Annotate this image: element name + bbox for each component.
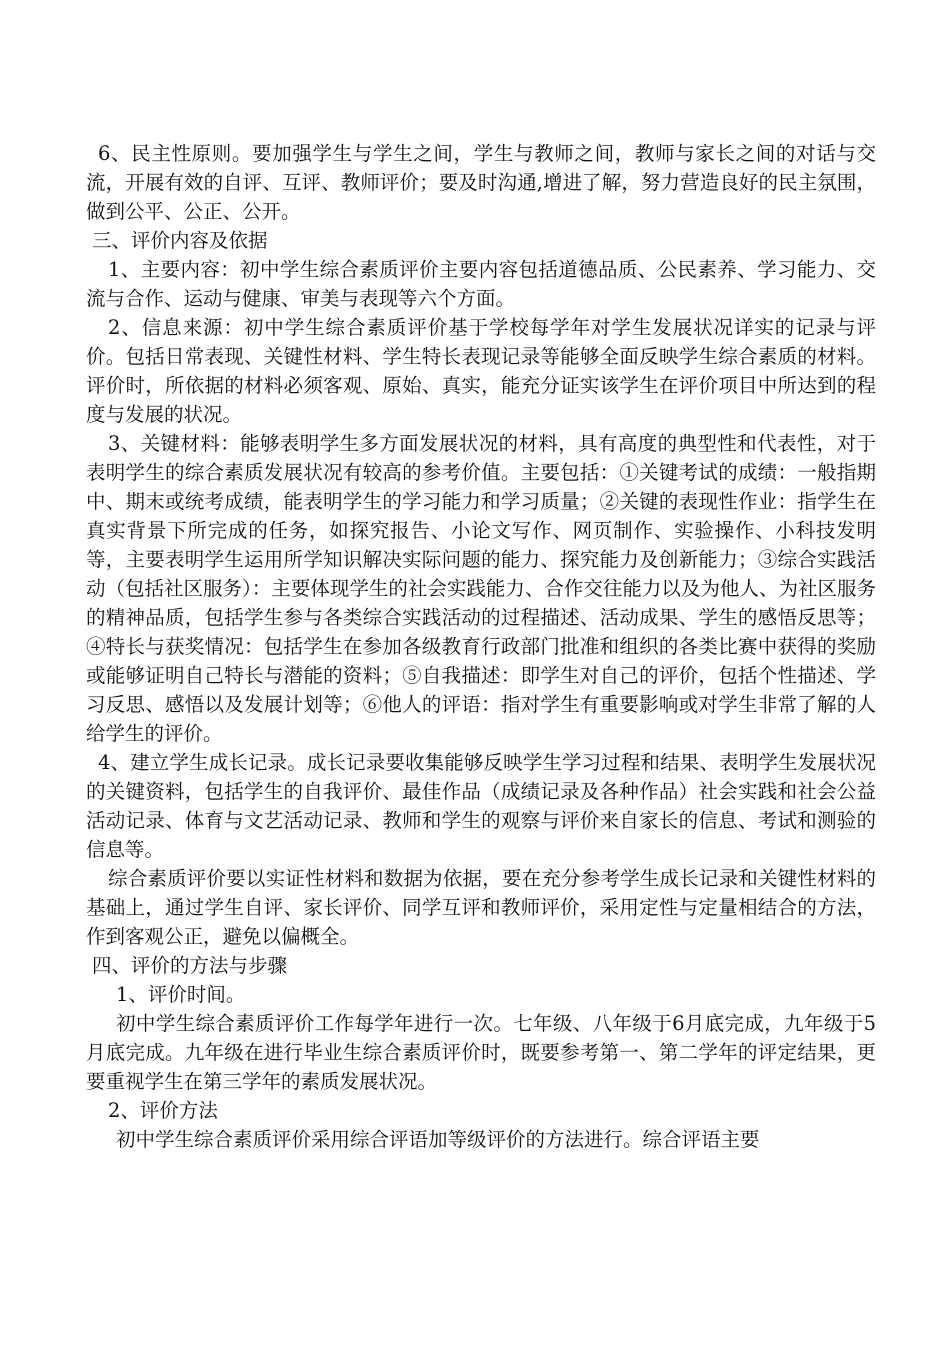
section-3-heading: 三、评价内容及依据 <box>92 229 268 252</box>
growth-record-paragraph: 4、建立学生成长记录。成长记录要收集能够反映学生学习过程和结果、表明学生发展状况的关键资料，包括学生的自我评价、最佳作品（成绩记录及各种作品）社会实践和社会公益活动记录、体育与文艺活动记录、教师和学生的观察与评价来自家长的信息、考试和测验的信息等。 <box>86 751 876 861</box>
evaluation-time-paragraph: 初中学生综合素质评价工作每学年进行一次。七年级、八年级于6月底完成，九年级于5月底完成。九年级在进行毕业生综合素质评价时，既要参考第一、第二学年的评定结果，更要重视学生在第三学年的素质发展状况。 <box>86 1012 876 1093</box>
document-body <box>86 139 876 1154</box>
main-content-paragraph: 1、主要内容：初中学生综合素质评价主要内容包括道德品质、公民素养、学习能力、交流与合作、运动与健康、审美与表现等六个方面。 <box>86 258 876 310</box>
info-source-paragraph: 2、信息来源：初中学生综合素质评价基于学校每学年对学生发展状况详实的记录与评价。包括日常表现、关键性材料、学生特长表现记录等能够全面反映学生综合素质的材料。评价时，所依据的材料必须客观、原始、真实，能充分证实该学生在评价项目中所达到的程度与发展的状况。 <box>86 316 876 426</box>
evaluation-time-subheading: 1、评价时间。 <box>116 983 246 1006</box>
principle-6-paragraph: 6、民主性原则。要加强学生与学生之间，学生与教师之间，教师与家长之间的对话与交流，开展有效的自评、互评、教师评价；要及时沟通,增进了解，努力营造良好的民主氛围，做到公平、公正、公开。 <box>86 142 876 223</box>
evaluation-method-paragraph: 初中学生综合素质评价采用综合评语加等级评价的方法进行。综合评语主要 <box>116 1128 760 1151</box>
evaluation-basis-paragraph: 综合素质评价要以实证性材料和数据为依据，要在充分参考学生成长记录和关键性材料的基础上，通过学生自评、家长评价、同学互评和教师评价，采用定性与定量相结合的方法，作到客观公正，避免以偏概全。 <box>86 867 876 948</box>
key-materials-paragraph: 3、关键材料：能够表明学生多方面发展状况的材料，具有高度的典型性和代表性，对于表明学生的综合素质发展状况有较高的参考价值。主要包括：①关键考试的成绩：一般指期中、期末或统考成绩，能表明学生的学习能力和学习质量；②关键的表现性作业：指学生在真实背景下所完成的任务，如探究报告、小论文写作、网页制作、实验操作、小科技发明等，主要表明学生运用所学知识解决实际问题的能力、探究能力及创新能力；③综合实践活动（包括社区服务）：主要体现学生的社会实践能力、合作交往能力以及为他人、为社区服务的精神品质，包括学生参与各类综合实践活动的过程描述、活动成果、学生的感悟反思等；④特长与获奖情况：包括学生在参加各级教育行政部门批准和组织的各类比赛中获得的奖励或能够证明自己特长与潜能的资料；⑤自我描述：即学生对自己的评价，包括个性描述、学习反思、感悟以及发展计划等；⑥他人的评语：指对学生有重要影响或对学生非常了解的人给学生的评价。 <box>86 432 876 745</box>
evaluation-method-subheading: 2、评价方法 <box>108 1099 218 1122</box>
section-4-heading: 四、评价的方法与步骤 <box>92 954 288 977</box>
